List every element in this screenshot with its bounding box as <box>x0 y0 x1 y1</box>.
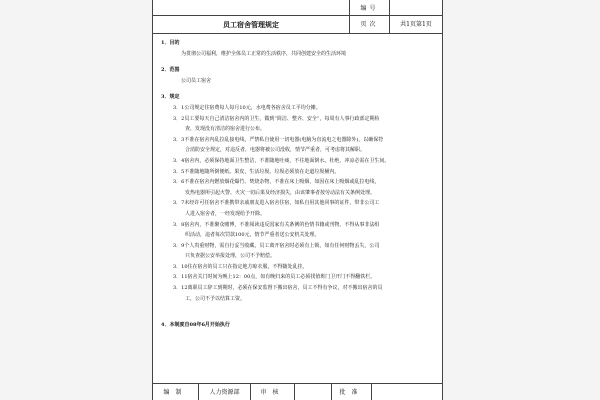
rule-continuation: 织活动，违者每次罚款100元，情节严重者送公安机关处理。 <box>185 232 320 239</box>
reviewed-value <box>295 384 332 400</box>
rule-continuation: 查，发现没有清洁的宿舍进行公布。 <box>185 126 266 133</box>
approved-label: 批准 <box>332 384 372 400</box>
rule-item <box>161 241 437 262</box>
rule-first-line: 3．5不准随地随所倒便纸、果皮，生活垃圾，垃圾必须放在走道垃圾桶内。 <box>173 168 340 175</box>
rule-first-line: 3．7未经许可任宿舍不准携带亲戚朋友进入宿舍住宿，如私自用其他同事的证件，带非公司工 <box>173 200 380 207</box>
rule-first-line: 3．12离职员工辞工到期时，必须在保安监督下搬出宿舍，员工不得有争议，对不搬出宿舍的员 <box>173 285 383 292</box>
rule-item <box>161 220 437 241</box>
rule-first-line: 3．2员工要每天自己清洁宿舍内的卫生，做到“简洁、整齐、安全”，每周有人事行政部定期检 <box>173 115 380 122</box>
rule-item <box>161 135 437 156</box>
rule-first-line: 3．11宿舍关门时间为晚上12：00点，如有晚归来的员工必须找值班门卫开门不得翻铁栏。 <box>173 274 376 281</box>
rule-item <box>161 103 437 114</box>
rule-continuation: 人进入宿舍者，一经发现给予开除。 <box>185 210 266 217</box>
prepared-value: 人力资源部 <box>199 384 251 400</box>
number-value <box>390 0 442 16</box>
rule-first-line: 3．1公司规定住宿费每人每月10元，水电费各宿舍员工平均分摊。 <box>173 104 321 111</box>
rule-item <box>161 283 437 304</box>
document-title: 员工宿舍管理规定 <box>153 16 350 33</box>
rule-item <box>161 167 437 178</box>
rule-item <box>161 262 437 273</box>
rule-continuation: 工，公司不予以结算工资。 <box>185 295 246 302</box>
rule-item <box>161 156 437 167</box>
rule-first-line: 3．10住在宿舍的员工只在指定地方晾衣服，不得随处乱挂。 <box>173 263 308 270</box>
effective-date: 4．本制度自08年6月开始执行 <box>161 322 230 329</box>
rule-item <box>161 198 437 219</box>
section-text-scope: 公司员工宿舍 <box>181 77 212 84</box>
section-heading-rules: 3．规定 <box>161 94 180 101</box>
prepared-label: 编制 <box>153 384 199 400</box>
header-blank-cell <box>153 0 350 16</box>
number-label: 编号 <box>350 0 390 16</box>
rule-first-line: 3．8宿舍内，不准聚众赌博，不准阅读违反国家有关条例的色情书籍或刊物，不得从事非法组 <box>173 221 380 228</box>
section-heading-scope: 2．范围 <box>161 67 180 74</box>
rule-first-line: 3．4宿舍内，必须保持地面卫生整洁，不准随地吐痰，不往地面倒水、杜绝，冲凉必需在卫生间。 <box>173 157 390 164</box>
reviewed-label: 审核 <box>251 384 295 400</box>
rule-item <box>161 272 437 283</box>
rule-first-line: 3．3不准在宿舍内乱拉乱接电线，严禁私自使用一切电器(电脑为直流电之电器除外)，以确保符 <box>173 136 384 143</box>
rule-item <box>161 177 437 198</box>
rule-item <box>161 114 437 135</box>
page-label: 页次 <box>350 16 390 33</box>
document-page <box>152 0 443 400</box>
rule-first-line: 3．6不准在宿舍内燃放烟花爆竹、焚烧杂物，不准在床上吸烟，如因在床上吸烟或乱拉电线， <box>173 179 380 186</box>
rule-continuation: 只负查据公安举报处理，公司不予赔偿。 <box>185 253 276 260</box>
rule-continuation: 合消防安全规定，对违反者，电器将被公司没收，情节严重者，可考虑将其解职。 <box>185 147 366 154</box>
approved-value <box>372 384 442 400</box>
rule-first-line: 3．9个人贵重财物，需自行妥当收藏，员工离开宿舍时必须有上锁，如有任何财物丢失，公司 <box>173 242 380 249</box>
footer-table <box>153 383 442 400</box>
section-text-purpose: 为贯彻公司福利，维护全体员工正常的生活秩序，共同创建安全的生活环境 <box>181 50 347 57</box>
section-heading-purpose: 1．目的 <box>161 40 180 46</box>
rules-list <box>161 103 437 304</box>
document-body <box>161 38 437 331</box>
rule-continuation: 发热电器所引起火警、火灾一切后果及经济损失，由该肇事者按劳动法有关条例处理。 <box>185 189 376 196</box>
header-table <box>153 0 442 34</box>
page-value: 共1页第1页 <box>400 21 432 28</box>
